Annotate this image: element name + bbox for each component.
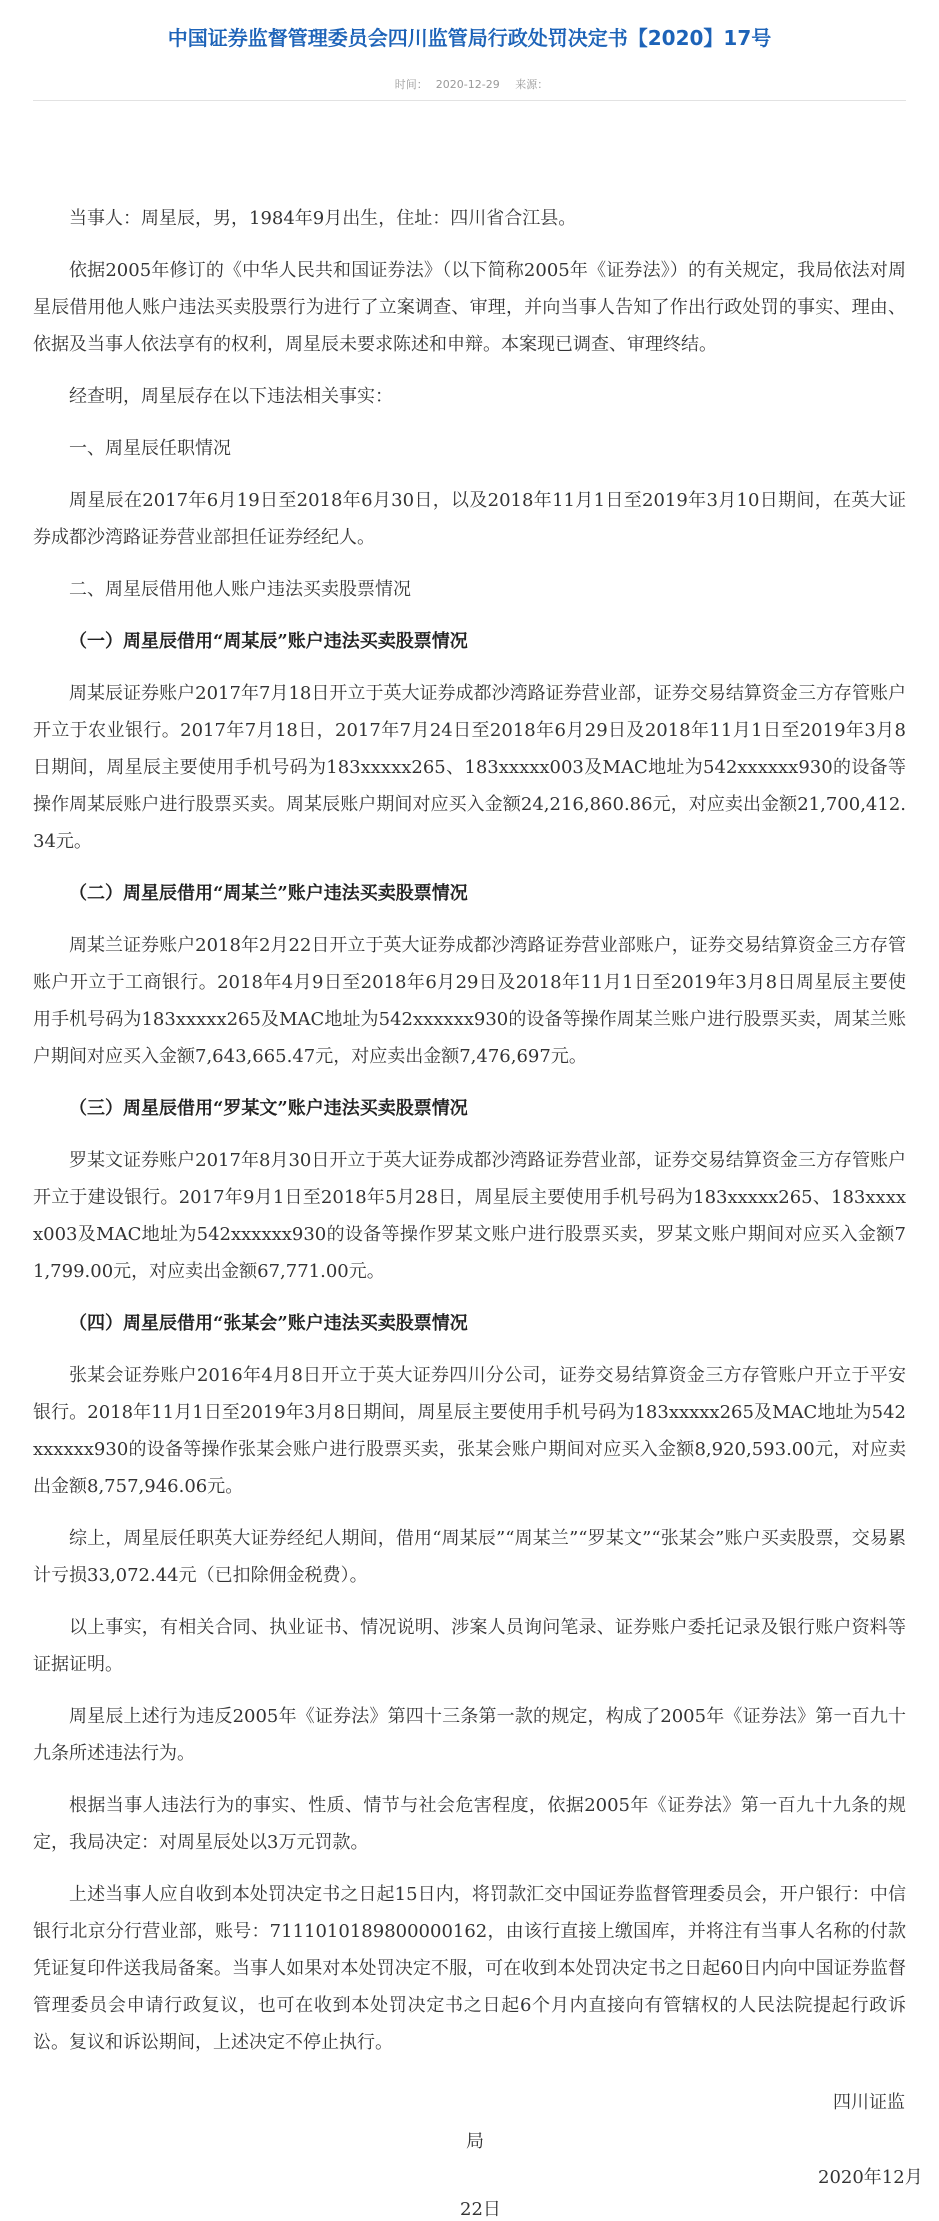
signature-date-line1: 2020年12月 bbox=[818, 2167, 923, 2188]
body-paragraph: 周星辰上述行为违反2005年《证券法》第四十三条第一款的规定，构成了2005年《证券法》第一百九十九条所述违法行为。 bbox=[33, 1706, 906, 1764]
meta-line bbox=[0, 76, 939, 92]
body-paragraph: 二、周星辰借用他人账户违法买卖股票情况 bbox=[69, 579, 411, 600]
document-title: 中国证券监督管理委员会四川监管局行政处罚决定书【2020】17号 bbox=[167, 26, 772, 50]
source-label: 来源： bbox=[515, 78, 549, 91]
body-paragraph: 上述当事人应自收到本处罚决定书之日起15日内，将罚款汇交中国证券监督管理委员会，开户银行：中信银行北京分行营业部，账号：7111010189800000162，由该行直接上缴国库，并将注有当事人名称的付款凭证复印件送我局备案。当事人如果对本处罚决定不服，可在收到本处罚决定书之日起60日内向中国证券监督管理委员会申请行政复议，也可在收到本处罚决定书之日起6个月内直接向有管辖权的人民法院提起行政诉讼。复议和诉讼期间，上述决定不停止执行。 bbox=[33, 1884, 906, 2053]
section-subheading: （四）周星辰借用“张某会”账户违法买卖股票情况 bbox=[69, 1313, 468, 1334]
section-subheading: （三）周星辰借用“罗某文”账户违法买卖股票情况 bbox=[69, 1098, 468, 1119]
body-paragraph: 张某会证券账户2016年4月8日开立于英大证券四川分公司，证券交易结算资金三方存管账户开立于平安银行。2018年11月1日至2019年3月8日期间，周星辰主要使用手机号码为183xxxxx265及MAC地址为542xxxxxx930的设备等操作张某会账户进行股票买卖，张某会账户期间对应买入金额8,920,593.00元，对应卖出金额8,757,946.06元。 bbox=[33, 1365, 906, 1497]
publish-date: 2020-12-29 bbox=[435, 78, 500, 91]
body-paragraph: 根据当事人违法行为的事实、性质、情节与社会危害程度，依据2005年《证券法》第一百九十九条的规定，我局决定：对周星辰处以3万元罚款。 bbox=[33, 1795, 906, 1853]
body-paragraph: 周星辰在2017年6月19日至2018年6月30日，以及2018年11月1日至2019年3月10日期间，在英大证券成都沙湾路证券营业部担任证券经纪人。 bbox=[33, 490, 906, 548]
body-paragraph: 综上，周星辰任职英大证券经纪人期间，借用“周某辰”“周某兰”“罗某文”“张某会”账户买卖股票，交易累计亏损33,072.44元（已扣除佣金税费）。 bbox=[33, 1528, 906, 1586]
document-body bbox=[33, 200, 906, 2076]
signature-org-line2: 局 bbox=[466, 2131, 484, 2152]
body-paragraph: 周某兰证券账户2018年2月22日开立于英大证券成都沙湾路证券营业部账户，证券交易结算资金三方存管账户开立于工商银行。2018年4月9日至2018年6月29日及2018年11月1日至2019年3月8日周星辰主要使用手机号码为183xxxxx265及MAC地址为542xxxxxx930的设备等操作周某兰账户进行股票买卖，周某兰账户期间对应买入金额7,643,665.47元，对应卖出金额7,476,697元。 bbox=[33, 935, 906, 1067]
section-subheading: （一）周星辰借用“周某辰”账户违法买卖股票情况 bbox=[69, 631, 468, 652]
time-label: 时间： 2020-12-29 bbox=[394, 78, 500, 91]
title-divider bbox=[33, 100, 906, 101]
body-paragraph: 以上事实，有相关合同、执业证书、情况说明、涉案人员询问笔录、证券账户委托记录及银行账户资料等证据证明。 bbox=[33, 1617, 906, 1675]
signature-org-line1: 四川证监 bbox=[833, 2092, 905, 2113]
body-paragraph: 一、周星辰任职情况 bbox=[69, 438, 231, 459]
section-subheading: （二）周星辰借用“周某兰”账户违法买卖股票情况 bbox=[69, 883, 468, 904]
body-paragraph: 依据2005年修订的《中华人民共和国证券法》（以下简称2005年《证券法》）的有关规定，我局依法对周星辰借用他人账户违法买卖股票行为进行了立案调查、审理，并向当事人告知了作出行政处罚的事实、理由、依据及当事人依法享有的权利，周星辰未要求陈述和申辩。本案现已调查、审理终结。 bbox=[33, 260, 906, 355]
body-paragraph: 经查明，周星辰存在以下违法相关事实： bbox=[69, 386, 393, 407]
body-paragraph: 罗某文证券账户2017年8月30日开立于英大证券成都沙湾路证券营业部，证券交易结算资金三方存管账户开立于建设银行。2017年9月1日至2018年5月28日，周星辰主要使用手机号码为183xxxxx265、183xxxxx003及MAC地址为542xxxxxx930的设备等操作罗某文账户进行股票买卖，罗某文账户期间对应买入金额71,799.00元，对应卖出金额67,771.00元。 bbox=[33, 1150, 906, 1282]
body-paragraph: 当事人：周星辰，男，1984年9月出生，住址：四川省合江县。 bbox=[69, 208, 577, 229]
signature-date-line2: 22日 bbox=[460, 2199, 501, 2220]
body-paragraph: 周某辰证券账户2017年7月18日开立于英大证券成都沙湾路证券营业部，证券交易结算资金三方存管账户开立于农业银行。2017年7月18日，2017年7月24日至2018年6月29日及2018年11月1日至2019年3月8日期间，周星辰主要使用手机号码为183xxxxx265、183xxxxx003及MAC地址为542xxxxxx930的设备等操作周某辰账户进行股票买卖。周某辰账户期间对应买入金额24,216,860.86元，对应卖出金额21,700,412.34元。 bbox=[33, 683, 906, 852]
